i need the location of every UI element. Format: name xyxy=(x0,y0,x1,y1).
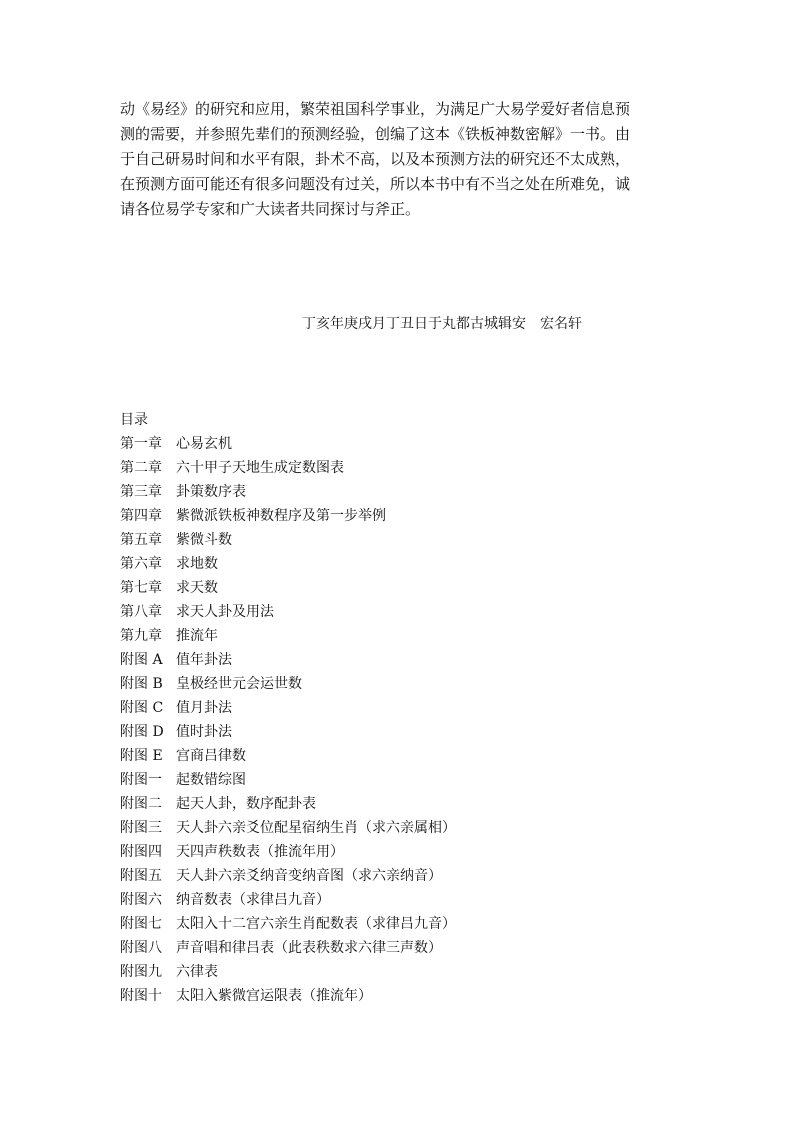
toc-item xyxy=(120,961,456,985)
toc-item-label: 第六章 xyxy=(120,556,162,572)
toc-item xyxy=(120,793,456,817)
toc-item xyxy=(120,697,456,721)
toc-item-label: 附图 E xyxy=(120,748,163,764)
toc-item xyxy=(120,625,456,649)
toc-item-text: 值年卦法 xyxy=(176,652,232,668)
paragraph-line: 请各位易学专家和广大读者共同探讨与斧正。 xyxy=(120,200,421,218)
toc-item xyxy=(120,817,456,841)
toc-item-text: 天四声秩数表（推流年用） xyxy=(176,844,344,860)
toc-item xyxy=(120,433,456,457)
toc-item-label: 第一章 xyxy=(120,436,162,452)
toc-item-text: 六律表 xyxy=(176,964,218,980)
toc-item-text: 心易玄机 xyxy=(176,436,232,452)
toc-item-text: 太阳入十二宫六亲生肖配数表（求律吕九音） xyxy=(176,916,456,932)
toc-item-text: 天人卦六亲爻位配星宿纳生肖（求六亲属相） xyxy=(176,820,456,836)
toc-item xyxy=(120,457,456,481)
toc-item-text: 太阳入紫微宫运限表（推流年） xyxy=(176,988,372,1004)
paragraph-line: 动《易经》的研究和应用，繁荣祖国科学事业，为满足广大易学爱好者信息预 xyxy=(120,100,631,118)
toc-item-label: 附图六 xyxy=(120,892,162,908)
toc-item-text: 卦策数序表 xyxy=(176,484,246,500)
toc-item-text: 天人卦六亲爻纳音变纳音图（求六亲纳音） xyxy=(176,868,442,884)
toc-item xyxy=(120,601,456,625)
toc-item-text: 求地数 xyxy=(176,556,218,572)
toc-item-label: 附图七 xyxy=(120,916,162,932)
toc-item-label: 附图二 xyxy=(120,796,162,812)
paragraph-line: 测的需要，并参照先辈们的预测经验，创编了这本《铁板神数密解》一书。由 xyxy=(120,125,631,143)
toc-item-text: 紫微斗数 xyxy=(176,532,232,548)
toc-item xyxy=(120,889,456,913)
toc-item-label: 附图八 xyxy=(120,940,162,956)
toc-item-label: 第七章 xyxy=(120,580,162,596)
toc-item-text: 值时卦法 xyxy=(176,724,232,740)
toc-item-text: 推流年 xyxy=(176,628,218,644)
toc-item-label: 第二章 xyxy=(120,460,162,476)
preface-paragraph xyxy=(120,97,680,222)
toc-item-text: 紫微派铁板神数程序及第一步举例 xyxy=(176,508,386,524)
toc-item-text: 求天数 xyxy=(176,580,218,596)
toc-item-text: 声音唱和律吕表（此表秩数求六律三声数） xyxy=(176,940,442,956)
toc-item-label: 第五章 xyxy=(120,532,162,548)
toc-item-text: 起天人卦，数序配卦表 xyxy=(176,796,316,812)
toc-item-label: 附图 B xyxy=(120,676,163,692)
toc-item xyxy=(120,481,456,505)
toc-item-label: 附图 A xyxy=(120,652,163,668)
toc-title: 目录 xyxy=(120,412,148,428)
toc-item xyxy=(120,553,456,577)
toc-item-text: 宫商吕律数 xyxy=(176,748,246,764)
toc-item xyxy=(120,505,456,529)
table-of-contents xyxy=(120,433,456,1009)
toc-item xyxy=(120,673,456,697)
toc-item xyxy=(120,985,456,1009)
toc-item xyxy=(120,913,456,937)
toc-item-label: 第八章 xyxy=(120,604,162,620)
toc-item-text: 纳音数表（求律吕九音） xyxy=(176,892,330,908)
toc-item-label: 附图九 xyxy=(120,964,162,980)
toc-item xyxy=(120,769,456,793)
toc-item-label: 附图四 xyxy=(120,844,162,860)
paragraph-line: 在预测方面可能还有很多问题没有过关，所以本书中有不当之处在所难免，诚 xyxy=(120,175,631,193)
toc-item-label: 附图 C xyxy=(120,700,164,716)
toc-item xyxy=(120,865,456,889)
toc-item-label: 附图 D xyxy=(120,724,164,740)
toc-item-label: 第三章 xyxy=(120,484,162,500)
toc-item xyxy=(120,745,456,769)
toc-item xyxy=(120,529,456,553)
toc-item-label: 附图五 xyxy=(120,868,162,884)
toc-item xyxy=(120,841,456,865)
toc-item-text: 求天人卦及用法 xyxy=(176,604,274,620)
toc-item xyxy=(120,577,456,601)
toc-item-label: 第九章 xyxy=(120,628,162,644)
author-signature: 丁亥年庚戌月丁丑日于丸都古城辑安 宏名轩 xyxy=(302,316,582,332)
toc-item-text: 起数错综图 xyxy=(176,772,246,788)
toc-item xyxy=(120,937,456,961)
toc-item xyxy=(120,649,456,673)
toc-item-text: 皇极经世元会运世数 xyxy=(176,676,302,692)
toc-item xyxy=(120,721,456,745)
toc-item-label: 附图一 xyxy=(120,772,162,788)
toc-item-text: 六十甲子天地生成定数图表 xyxy=(176,460,344,476)
toc-item-label: 第四章 xyxy=(120,508,162,524)
paragraph-line: 于自己研易时间和水平有限，卦术不高，以及本预测方法的研究还不太成熟， xyxy=(120,150,631,168)
toc-item-text: 值月卦法 xyxy=(176,700,232,716)
toc-item-label: 附图三 xyxy=(120,820,162,836)
toc-item-label: 附图十 xyxy=(120,988,162,1004)
